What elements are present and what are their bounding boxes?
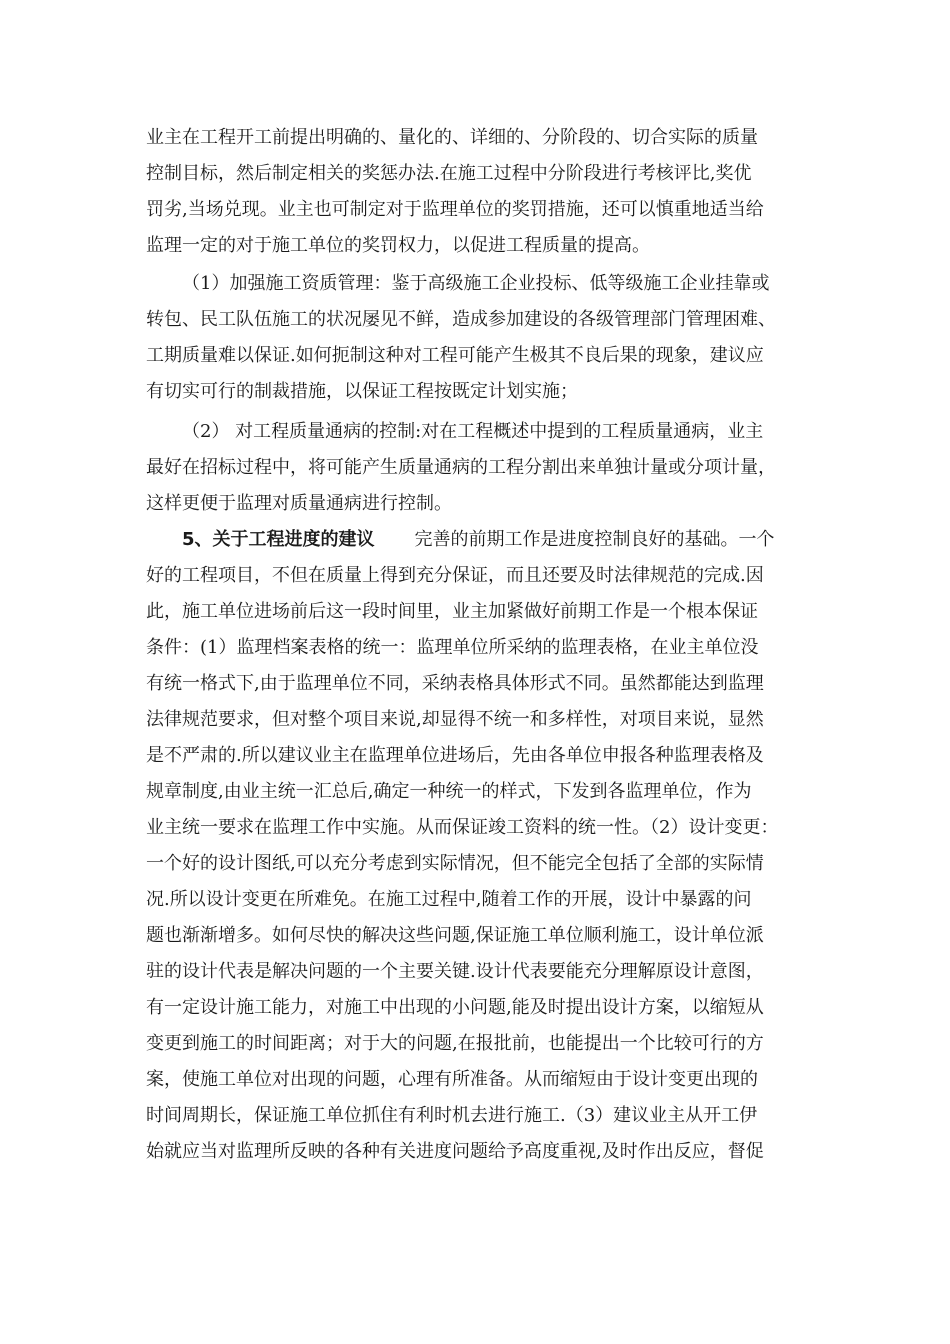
paragraph-line: 法律规范要求，但对整个项目来说,却显得不统一和多样性，对项目来说，显然: [146, 709, 764, 730]
paragraph-line: 况.所以设计变更在所难免。在施工过程中,随着工作的开展，设计中暴露的问: [146, 889, 752, 910]
paragraph-line: 一个好的设计图纸,可以充分考虑到实际情况，但不能完全包括了全部的实际情: [146, 853, 764, 874]
paragraph-line: 变更到施工的时间距离；对于大的问题,在报批前，也能提出一个比较可行的方: [146, 1033, 764, 1054]
paragraph-line: 罚劣,当场兑现。业主也可制定对于监理单位的奖罚措施，还可以慎重地适当给: [146, 199, 764, 220]
paragraph-line: 控制目标，然后制定相关的奖惩办法.在施工过程中分阶段进行考核评比,奖优: [146, 163, 752, 184]
paragraph-line: 监理一定的对于施工单位的奖罚权力，以促进工程质量的提高。: [146, 235, 650, 256]
paragraph-line: 是不严肃的.所以建议业主在监理单位进场后，先由各单位申报各种监理表格及: [146, 745, 764, 766]
paragraph-line: 有统一格式下,由于监理单位不同，采纳表格具体形式不同。虽然都能达到监理: [146, 673, 764, 694]
paragraph-line: 题也渐渐增多。如何尽快的解决这些问题,保证施工单位顺利施工，设计单位派: [146, 925, 764, 946]
paragraph-line: 规章制度,由业主统一汇总后,确定一种统一的样式，下发到各监理单位，作为: [146, 781, 752, 802]
section-heading-line: [182, 522, 852, 558]
section-heading: 5、关于工程进度的建议: [182, 529, 375, 550]
paragraph-line: 业主统一要求在监理工作中实施。从而保证竣工资料的统一性。（2）设计变更：: [146, 817, 779, 838]
paragraph-line: （1）加强施工资质管理：鉴于高级施工企业投标、低等级施工企业挂靠或: [182, 273, 770, 294]
paragraph-line: 好的工程项目，不但在质量上得到充分保证，而且还要及时法律规范的完成.因: [146, 565, 764, 586]
paragraph-line: 有一定设计施工能力，对施工中出现的小问题,能及时提出设计方案，以缩短从: [146, 997, 764, 1018]
section-first-sentence: 完善的前期工作是进度控制良好的基础。一个: [414, 529, 775, 550]
paragraph-line: （2） 对工程质量通病的控制:对在工程概述中提到的工程质量通病，业主: [182, 421, 764, 442]
paragraph-line: 条件：(1）监理档案表格的统一：监理单位所采纳的监理表格，在业主单位没: [146, 637, 759, 658]
paragraph-line: 有切实可行的制裁措施，以保证工程按既定计划实施；: [146, 381, 578, 402]
paragraph-line: 驻的设计代表是解决问题的一个主要关键.设计代表要能充分理解原设计意图，: [146, 961, 764, 982]
paragraph-line: 工期质量难以保证.如何扼制这种对工程可能产生极其不良后果的现象，建议应: [146, 345, 764, 366]
paragraph-line: 始就应当对监理所反映的各种有关进度问题给予高度重视,及时作出反应，督促: [146, 1141, 764, 1162]
paragraph-line: 转包、民工队伍施工的状况屡见不鲜，造成参加建设的各级管理部门管理困难、: [146, 309, 776, 330]
paragraph-line: 此，施工单位进场前后这一段时间里，业主加紧做好前期工作是一个根本保证: [146, 601, 758, 622]
paragraph-line: 时间周期长，保证施工单位抓住有利时机去进行施工.（3）建议业主从开工伊: [146, 1105, 758, 1126]
paragraph-line: 案，使施工单位对出现的问题，心理有所准备。从而缩短由于设计变更出现的: [146, 1069, 758, 1090]
paragraph-line: 业主在工程开工前提出明确的、量化的、详细的、分阶段的、切合实际的质量: [146, 127, 758, 148]
paragraph-line: 这样更便于监理对质量通病进行控制。: [146, 493, 452, 514]
paragraph-line: 最好在招标过程中，将可能产生质量通病的工程分割出来单独计量或分项计量，: [146, 457, 776, 478]
